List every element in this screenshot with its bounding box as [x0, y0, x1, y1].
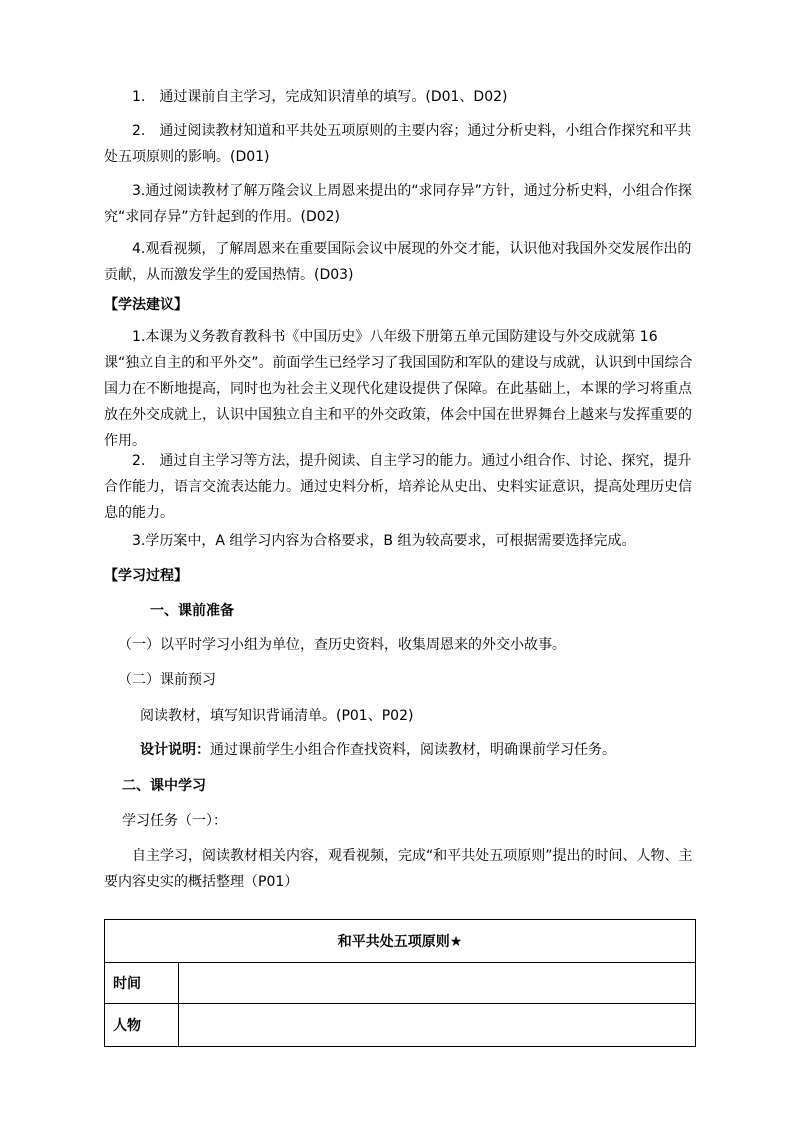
table-header-row	[105, 920, 696, 963]
section-pre-class: 一、课前准备	[150, 603, 234, 619]
table-cell-time[interactable]	[179, 963, 696, 1004]
knowledge-table	[104, 919, 696, 1047]
task-1-description: 自主学习，阅读教材相关内容，观看视频，完成“和平共处五项原则”提出的时间、人物、主要内容史实的概括整理（P01）	[104, 848, 693, 890]
design-note-text: 通过课前学生小组合作查找资料，阅读教材，明确课前学习任务。	[210, 742, 616, 758]
subsection-2: （二）课前预习	[118, 672, 216, 688]
table-title: 和平共处五项原则★	[105, 920, 696, 963]
table-row	[105, 963, 696, 1004]
table-label-time: 时间	[105, 963, 179, 1004]
table-row	[105, 1004, 696, 1047]
subsection-1: （一）以平时学习小组为单位，查历史资料，收集周恩来的外交小故事。	[118, 637, 566, 653]
goal-4: 4.观看视频，了解周恩来在重要国际会议中展现的外交才能，认识他对我国外交发展作出的贡献，从而激发学生的爱国热情。(D03)	[104, 241, 692, 283]
design-note	[140, 737, 616, 763]
method-heading: 【学法建议】	[104, 297, 188, 313]
goal-2: 2. 通过阅读教材知道和平共处五项原则的主要内容；通过分析史料，小组合作探究和平共处五项原则的影响。(D01)	[104, 123, 692, 165]
task-1-title: 学习任务（一）：	[122, 813, 227, 829]
method-item-1: 1.本课为义务教育教科书《中国历史》八年级下册第五单元国防建设与外交成就第 16 课“独立自主的和平外交”。前面学生已经学习了我国国防和军队的建设与成就，认识到中国综合国力在不断地提高，同时也为社会主义现代化建设提供了保障。在此基础上，本课的学习将重点放在外交成就上，认识中国独立自主和平的外交政策，体会中国在世界舞台上越来与发挥重要的作用。	[104, 329, 693, 449]
section-in-class: 二、课中学习	[122, 778, 206, 794]
process-heading: 【学习过程】	[104, 568, 188, 584]
design-note-label: 设计说明：	[140, 742, 210, 758]
table-cell-person[interactable]	[179, 1004, 696, 1047]
goal-1: 1. 通过课前自主学习，完成知识清单的填写。(D01、D02)	[132, 89, 508, 105]
table-label-person: 人物	[105, 1004, 179, 1047]
preview-text: 阅读教材，填写知识背诵清单。(P01、P02)	[140, 708, 414, 724]
goal-3: 3.通过阅读教材了解万隆会议上周恩来提出的“求同存异”方针，通过分析史料，小组合作探究“求同存异”方针起到的作用。(D02)	[104, 183, 692, 225]
method-item-3: 3.学历案中，A 组学习内容为合格要求，B 组为较高要求，可根据需要选择完成。	[132, 533, 636, 549]
method-item-2: 2. 通过自主学习等方法，提升阅读、自主学习的能力。通过小组合作、讨论、探究，提升合作能力，语言交流表达能力。通过史料分析，培养论从史出、史料实证意识，提高处理历史信息的能力。	[104, 453, 692, 521]
